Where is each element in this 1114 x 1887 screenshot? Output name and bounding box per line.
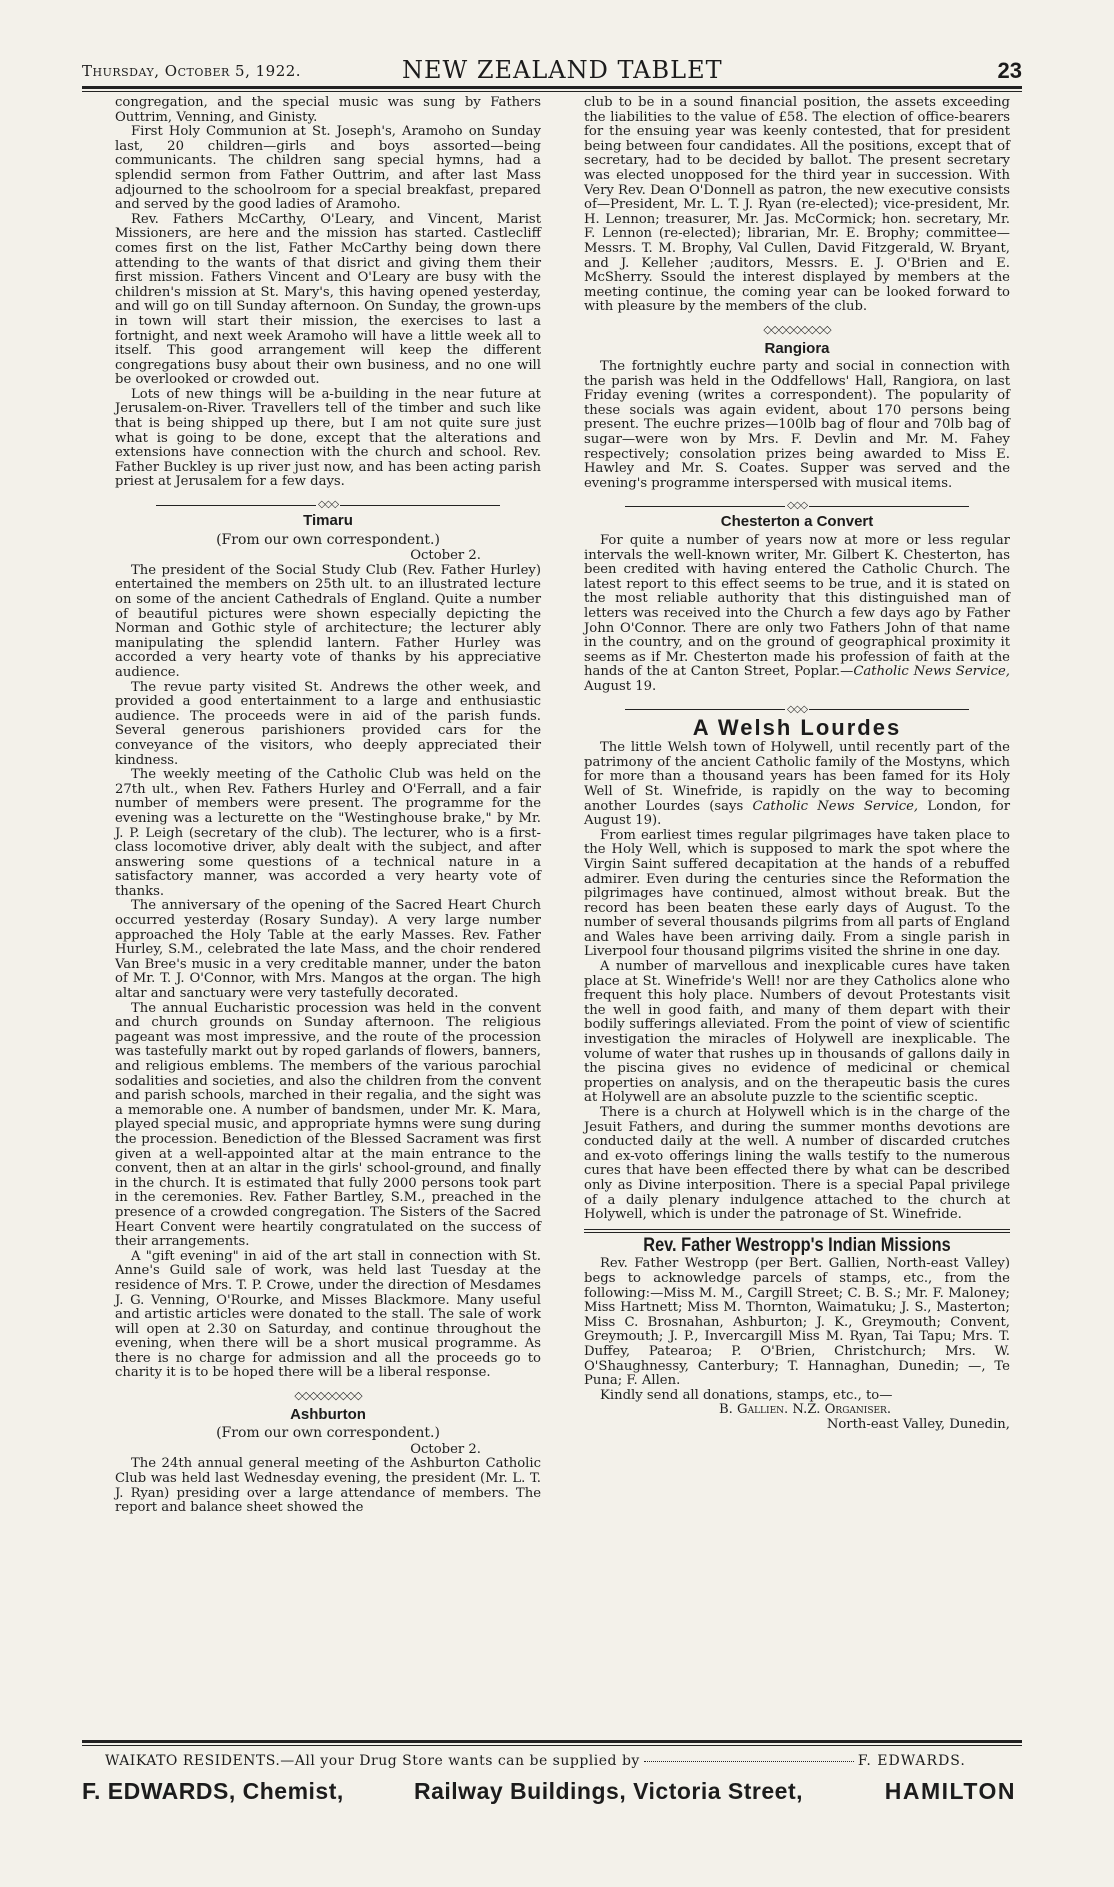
article-paragraph: Rev. Fathers McCarthy, O'Leary, and Vincent, Marist Missioners, are here and the mission has started. Castlecliff comes first on the list, Father McCarthy being down there attending to the wants of that disrict and giving them their first mission. Fathers Vincent and O'Leary are busy with the children's mission at St. Mary's, this having opened yesterday, and will go on till Sunday afternoon. On Sunday, the grown-ups in town will start their mission, the exercises to last a fortnight, and next week Aramoho will have a little week all to itself. This good arrangement will keep the different congregations busy about their own business, and no one will be overlooked or crowded out.: [115, 211, 541, 388]
article-paragraph: A "gift evening" in aid of the art stall in connection with St. Anne's Guild sale of work, was held last Tuesday at the residence of Mrs. T. P. Crowe, under the direction of Mesdames J. G. Venning, O'Rourke, and Misses Blackmore. Many useful and artistic articles were donated to the stall. The sale of work will open at 2.30 on Saturday, and continue throughout the evening, when there will be a short musical programme. As there is no charge for admission and all the proceeds go to charity it is to be hoped there will be a liberal response.: [115, 1248, 541, 1381]
article-paragraph: club to be in a sound financial position, the assets exceeding the liabilities to the value of £58. The election of office-bearers for the ensuing year was keenly contested, that for president being between four candidates. All the positions, except that of secretary, had to be decided by ballot. The present secretary was elected unopposed for the third year in succession. With Very Rev. Dean O'Donnell as patron, the new executive consists of—President, Mr. L. T. J. Ryan (re-elected); vice-president, Mr. H. Lennon; treasurer, Mr. Jas. McCormick; hon. secretary, Mr. F. Lennon (re-elected); librarian, Mr. E. Brophy; committee—Messrs. T. M. Brophy, Val Cullen, David Fitzgerald, W. Bryant, and J. Kelleher ;auditors, Messrs. E. J. O'Brien and E. McSherry. Ssould the interest displayed by members at the meeting continue, the coming year can be looked forward to with pleasure by the members of the club.: [584, 95, 1010, 315]
article-paragraph: congregation, and the special music was sung by Fathers Outtrim, Venning, and Ginisty.: [115, 95, 541, 125]
timaru-heading: Timaru: [303, 512, 353, 530]
advert-tagline: [105, 1753, 1005, 1769]
advert-name: F. EDWARDS, Chemist,: [82, 1778, 344, 1804]
welsh-source: Catholic News Service,: [752, 798, 919, 814]
advert-tagline-name: F. EDWARDS.: [857, 1753, 966, 1769]
chesterton-source: Catholic News Service,: [853, 664, 1010, 680]
article-paragraph: [584, 534, 1010, 695]
welsh-source-date: London, for August 19).: [584, 798, 1011, 829]
ashburton-subheading: (From our own correspondent.): [216, 1425, 440, 1442]
masthead-rule: [82, 86, 1022, 89]
article-paragraph: Rev. Father Westropp (per Bert. Gallien, North-east Valley) begs to acknowledge parcels of stamps, etc., from the following:—Miss M. M., Cargill Street; C. B. S.; Mr. F. Maloney; Miss Hartnett; Miss M. Thornton, Waimatuku; J. S., Masterton; Miss C. Brosnahan, Ashburton; J. K., Greymouth; Convent, Greymouth; J. P., Invercargill Miss M. Ryan, Tai Tapu; Mrs. T. Duffey, Patearoa; P. O'Brien, Christchurch; Mrs. W. O'Shaughnessy, Canterbury; T. Hannaghan, Dunedin; —, Te Puna; F. Allen.: [584, 1256, 1010, 1389]
article-paragraph: The fortnightly euchre party and social in connection with the parish was held in the Oddfellows' Hall, Rangiora, on last Friday evening (writes a correspondent). The popularity of these socials was again evident, about 170 persons being present. The euchre prizes—100lb bag of flour and 70lb bag of sugar—were won by Mrs. F. Devlin and Mr. M. Fahey respectively; consolation prizes being awarded to Miss E. Hawley and Mr. S. Coates. Supper was served and the evening's programme interspersed with musical items.: [584, 359, 1010, 491]
advert-address: Railway Buildings, Victoria Street,: [414, 1778, 804, 1804]
westropp-heading: Rev. Father Westropp's Indian Missions: [643, 1234, 951, 1256]
masthead-rule-thin: [82, 91, 1022, 92]
advert-rule-thin: [82, 1745, 1022, 1746]
ashburton-heading: Ashburton: [290, 1405, 366, 1423]
advert-town: HAMILTON: [884, 1778, 1016, 1804]
article-paragraph: Lots of new things will be a-building in the near future at Jerusalem-on-River. Travellers tell of the timber and such like that is being shipped up there, but I am not quite sure just what is going to be done, except that the alterations and extensions have connection with the church and school. Rev. Father Buckley is up river just now, and has been acting parish priest at Jerusalem for a few days.: [115, 386, 541, 490]
article-paragraph: The anniversary of the opening of the Sacred Heart Church occurred yesterday (Rosary Sunday). A very large number approached the Holy Table at the early Masses. Rev. Father Hurley, S.M., celebrated the late Mass, and the choir rendered Van Bree's music in a very creditable manner, under the baton of Mr. T. J. O'Connor, with Mrs. Mangos at the organ. The high altar and sanctuary were very tastefully decorated.: [115, 898, 541, 1002]
issue-date: Thursday, October 5, 1922.: [82, 62, 302, 80]
article-paragraph: The weekly meeting of the Catholic Club was held on the 27th ult., when Rev. Fathers Hurley and O'Ferrall, and a fair number of members were present. The programme for the evening was a lecturette on the "Westinghouse brake," by Mr. J. P. Leigh (secretary of the club). The lecturer, who is a first-class locomotive driver, ably dealt with the subject, and after answering some questions of a technical nature in a satisfactory manner, was accorded a very hearty vote of thanks.: [115, 767, 541, 899]
advert-rule: [82, 1740, 1022, 1743]
article-paragraph: The president of the Social Study Club (Rev. Father Hurley) entertained the members on 25th ult. to an illustrated lecture on some of the ancient Cathedrals of England. Quite a number of beautiful pictures were shown especially depicting the Norman and Gothic style of architecture; the lecturer ably manipulating the splendid lantern. Father Hurley was accorded a very hearty vote of thanks by his appreciative audience.: [115, 562, 541, 680]
rangiora-heading: Rangiora: [764, 339, 830, 357]
timaru-subheading: (From our own correspondent.): [216, 531, 440, 548]
section-rule: [584, 1232, 1010, 1233]
article-paragraph: The annual Eucharistic procession was held in the convent and church grounds on Sunday afternoon. The religious pageant was most impressive, and the route of the procession was tastefully markt out by roped garlands of flowers, banners, and religious emblems. The members of the various parochial sodalities and societies, and also the children from the convent and parish schools, marched in their regalia, and the sight was a memorable one. A number of bandsmen, under Mr. K. Mara, played special music, and appropriate hymns were sung during the procession. Benediction of the Blessed Sacrament was first given at a well-appointed altar at the main entrance to the convent, then at an altar in the girls' school-ground, and finally in the church. It is estimated that fully 2000 persons took part in the ceremonies. Rev. Father Bartley, S.M., preached in the presence of a crowded congregation. The Sisters of the Sacred Heart Convent were heartily congratulated on the success of their arrangements.: [115, 1000, 541, 1250]
chesterton-date: August 19.: [584, 678, 657, 694]
section-divider: ◇◇◇: [115, 498, 541, 508]
masthead: [82, 56, 1022, 86]
left-column: [115, 96, 541, 1516]
article-paragraph: [584, 741, 1010, 829]
ornament-divider: ◇◇◇◇◇◇◇◇◇: [763, 322, 831, 336]
welsh-lourdes-heading: A Welsh Lourdes: [692, 714, 902, 740]
section-divider: ◇◇◇: [584, 703, 1010, 713]
article-paragraph: A number of marvellous and inexplicable cures have taken place at St. Winefride's Well! nor are they Catholics alone who frequent this holy place. Numbers of devout Protestants visit the well in good faith, and many of them depart with their bodily sufferings alleviated. From the point of view of scientific investigation the miracles of Holywell are inexplicable. The volume of water that rushes up in thousands of gallons daily in the piscina gives no evidence of medicinal or chemical properties on analysis, and on the therapeutic basis the cures at Holywell are an absolute puzzle to the scientific sceptic.: [584, 959, 1010, 1106]
article-paragraph: First Holy Communion at St. Joseph's, Aramoho on Sunday last, 20 children—girls and boys assorted—being communicants. The children sang special hymns, had a splendid sermon from Father Outtrim, and after last Mass adjourned to the schoolroom for a special breakfast, prepared and served by the good ladies of Aramoho.: [115, 124, 541, 213]
page-number: 23: [997, 58, 1022, 83]
chesterton-text: For quite a number of years now at more or less regular intervals the well-known writer, Mr. Gilbert K. Chesterton, has been credited with having entered the Catholic Church. The latest report to this effect seems to be true, and it is stated on the most reliable authority that this distinguished man of letters was received into the Church a few days ago by Father John O'Connor. There are only two Fathers John of that name in the country, and on the ground of geographical proximity it seems as if Mr. Chesterton made his profession of faith at the hands of the at Canton Street, Poplar.—: [584, 533, 1010, 680]
signoff: B. Gallien. N.Z. Organiser.: [718, 1402, 892, 1418]
advert-dots: [644, 1761, 854, 1762]
ornament-divider: ◇◇◇◇◇◇◇◇◇: [294, 1389, 362, 1403]
section-rule: [584, 1229, 1010, 1230]
article-paragraph: The 24th annual general meeting of the Ashburton Catholic Club was held last Wednesday evening, the president (Mr. L. T. J. Ryan) presiding over a large attendance of members. The report and balance sheet showed the: [115, 1456, 541, 1516]
article-paragraph: From earliest times regular pilgrimages have taken place to the Holy Well, which is supposed to mark the spot where the Virgin Saint suffered decapitation at the hands of a rebuffed admirer. Even during the centuries since the Reformation the pilgrimages have continued, almost without break. But the record has been beaten these early days of August. To the number of several thousands pilgrims from all parts of England and Wales have been arriving daily. From a single parish in Liverpool four thousand pilgrims visited the shrine in one day.: [584, 827, 1010, 960]
article-paragraph: Kindly send all donations, stamps, etc., to—: [600, 1387, 893, 1403]
section-divider: ◇◇◇: [584, 499, 1010, 509]
timaru-dateline: October 2.: [410, 548, 481, 564]
article-paragraph: The revue party visited St. Andrews the other week, and provided a good entertainment to a large and enthusiastic audience. The proceeds were in aid of the parish funds. Several generous parishioners provided cars for the conveyance of the visitors, who deeply appreciated their kindness.: [115, 679, 541, 768]
signoff-address: North-east Valley, Dunedin,: [826, 1416, 1010, 1432]
article-paragraph: There is a church at Holywell which is in the charge of the Jesuit Fathers, and during the summer months devotions are conducted daily at the well. A number of discarded crutches and ex-voto offerings lining the walls testify to the numerous cures that have been effected there by what can be described only as Divine interposition. There is a special Papal privilege of a daily plenary indulgence attached to the church at Holywell, which is under the patronage of St. Winefride.: [584, 1105, 1010, 1223]
welsh-intro-text: The little Welsh town of Holywell, until recently part of the patrimony of the ancient Catholic family of the Mostyns, which for more than a thousand years has been famed for its Holy Well of St. Winefride, is rapidly on the way to becoming another Lourdes (says: [584, 740, 1010, 814]
advert-lead: WAIKATO RESIDENTS.—All your Drug Store wants can be supplied by: [105, 1753, 640, 1769]
ashburton-dateline: October 2.: [410, 1441, 481, 1457]
chesterton-heading: Chesterton a Convert: [720, 513, 874, 531]
newspaper-title: NEW ZEALAND TABLET: [402, 56, 723, 84]
right-column: [584, 96, 1010, 1432]
